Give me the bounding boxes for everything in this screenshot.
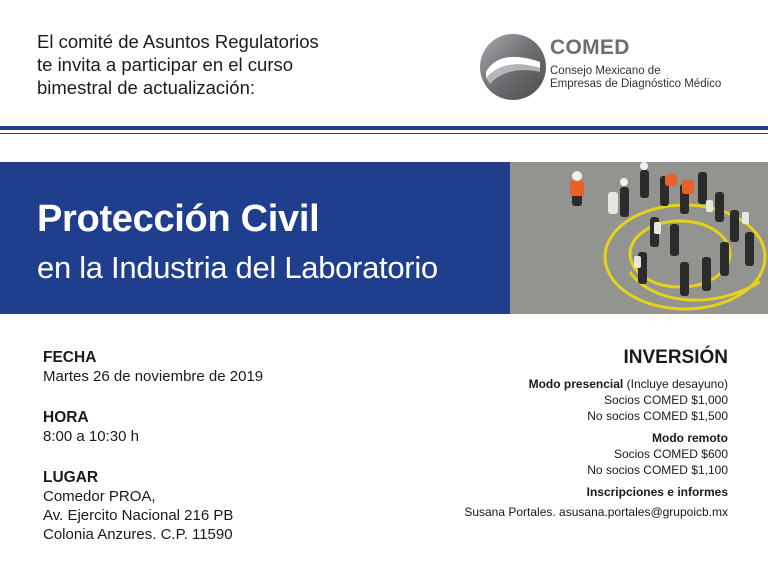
- logo-subtitle-line-2: Empresas de Diagnóstico Médico: [550, 78, 722, 90]
- header-rule: [0, 126, 768, 130]
- lugar-line-3: Colonia Anzures. C.P. 11590: [43, 526, 233, 543]
- remoto-socios: Socios COMED $600: [613, 447, 728, 461]
- presencial-label: Modo presencial: [528, 377, 624, 391]
- logo-brand: COMED: [550, 36, 630, 59]
- banner-subtitle: en la Industria del Laboratorio: [37, 250, 438, 285]
- comed-logo: [478, 32, 758, 104]
- fecha-label: FECHA: [43, 349, 97, 366]
- hora-value: 8:00 a 10:30 h: [43, 428, 139, 445]
- intro-line-2: te invita a participar en el curso: [37, 54, 294, 75]
- event-details: [43, 348, 263, 544]
- presencial-note: (Incluye desayuno): [626, 377, 728, 391]
- intro-text: [37, 30, 319, 99]
- presencial-no-socios: No socios COMED $1,500: [587, 409, 728, 423]
- inversion-heading: INVERSIÓN: [623, 347, 728, 368]
- comed-logo-icon: [478, 32, 548, 102]
- lugar-label: LUGAR: [43, 469, 99, 486]
- banner-title: Protección Civil: [37, 198, 320, 240]
- presencial-line: [388, 376, 728, 392]
- inscripciones-label: Inscripciones e informes: [586, 485, 728, 499]
- crowd-photo: [510, 162, 768, 314]
- lugar-line-2: Av. Ejercito Nacional 216 PB: [43, 507, 234, 524]
- logo-subtitle-line-1: Consejo Mexicano de: [550, 65, 661, 77]
- contact-info: Susana Portales. asusana.portales@grupoicb.mx: [464, 505, 728, 519]
- title-banner: [0, 162, 768, 314]
- remoto-no-socios: No socios COMED $1,100: [587, 463, 728, 477]
- inversion-panel: [388, 346, 728, 520]
- header-rule-thin: [0, 133, 768, 134]
- remoto-label: Modo remoto: [652, 431, 728, 445]
- lugar-line-1: Comedor PROA,: [43, 488, 156, 505]
- hora-label: HORA: [43, 409, 89, 426]
- logo-subtitle: [550, 65, 721, 91]
- intro-line-3: bimestral de actualización:: [37, 77, 255, 98]
- intro-line-1: El comité de Asuntos Regulatorios: [37, 31, 319, 52]
- presencial-socios: Socios COMED $1,000: [603, 393, 728, 407]
- fecha-value: Martes 26 de noviembre de 2019: [43, 368, 264, 385]
